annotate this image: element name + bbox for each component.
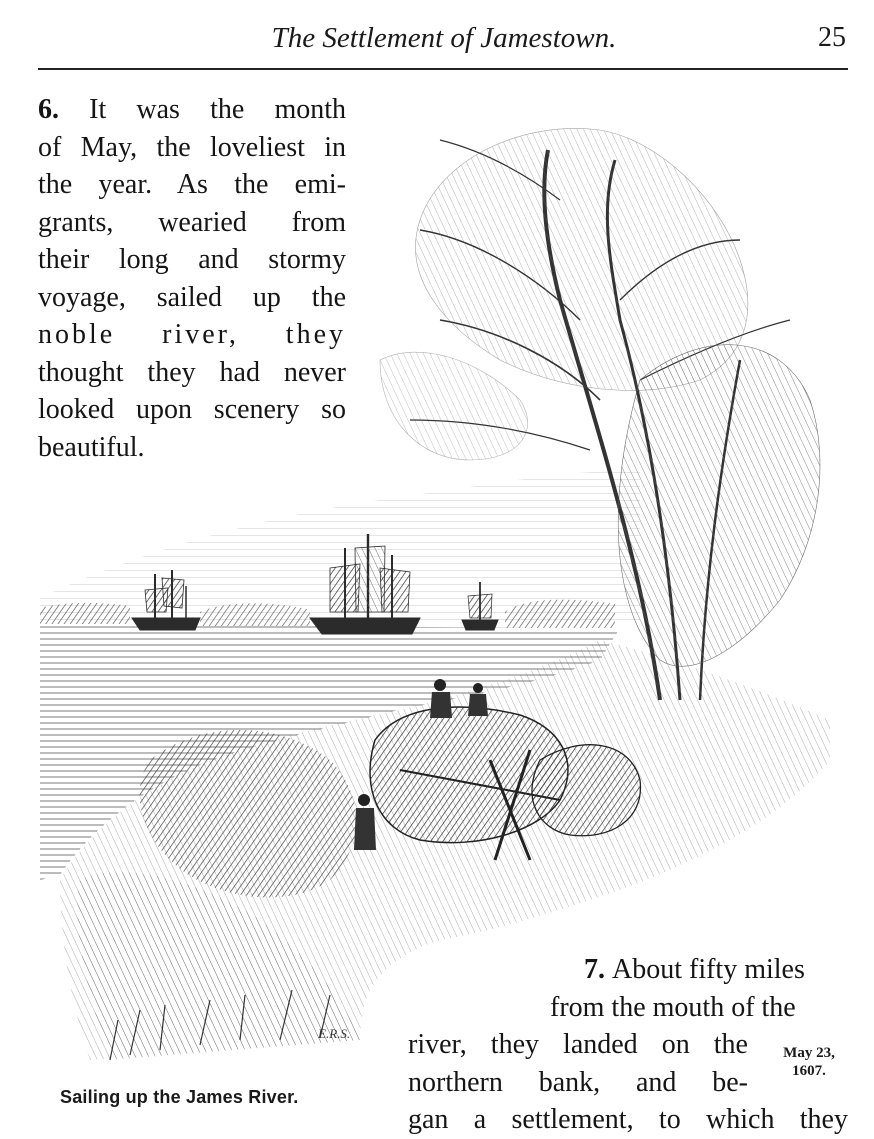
paragraph-7-number: 7. (584, 954, 605, 985)
paragraph-6-line: their long and stormy (38, 244, 346, 275)
paragraph-6 (38, 91, 346, 466)
paragraph-6-line: looked upon scenery so (38, 394, 346, 425)
margin-year: 1607. (792, 1063, 826, 1079)
paragraph-6-line: 6. It was the month (38, 94, 347, 125)
running-title: The Settlement of Jamestown. (271, 22, 617, 54)
paragraph-6-line: beautiful. (38, 431, 145, 463)
artist-signature: E.R.S. (318, 1026, 351, 1041)
paragraph-7-line: river, they landed on the (408, 1029, 748, 1060)
paragraph-6-line: thought they had never (38, 356, 346, 388)
paragraph-6-line: noble river, they (38, 319, 346, 350)
figure-caption: Sailing up the James River. (60, 1087, 299, 1107)
page-number: 25 (818, 22, 846, 53)
paragraph-7-line: from the mouth of the (550, 991, 796, 1023)
paragraph-7-line: 7. About fifty miles (584, 954, 805, 985)
margin-date-note (766, 1044, 852, 1080)
paragraph-7-line: northern bank, and be- (408, 1066, 748, 1098)
paragraph-6-line: grants, wearied from (38, 206, 346, 238)
paragraph-6-line: the year. As the emi- (38, 169, 346, 200)
paragraph-6-line: of May, the loveliest in (38, 131, 346, 163)
paragraph-7-line: gan a settlement, to which they (408, 1104, 848, 1135)
paragraph-6-line: voyage, sailed up the (38, 281, 346, 313)
margin-date: May 23, (783, 1045, 835, 1061)
paragraph-6-number: 6. (38, 94, 59, 125)
